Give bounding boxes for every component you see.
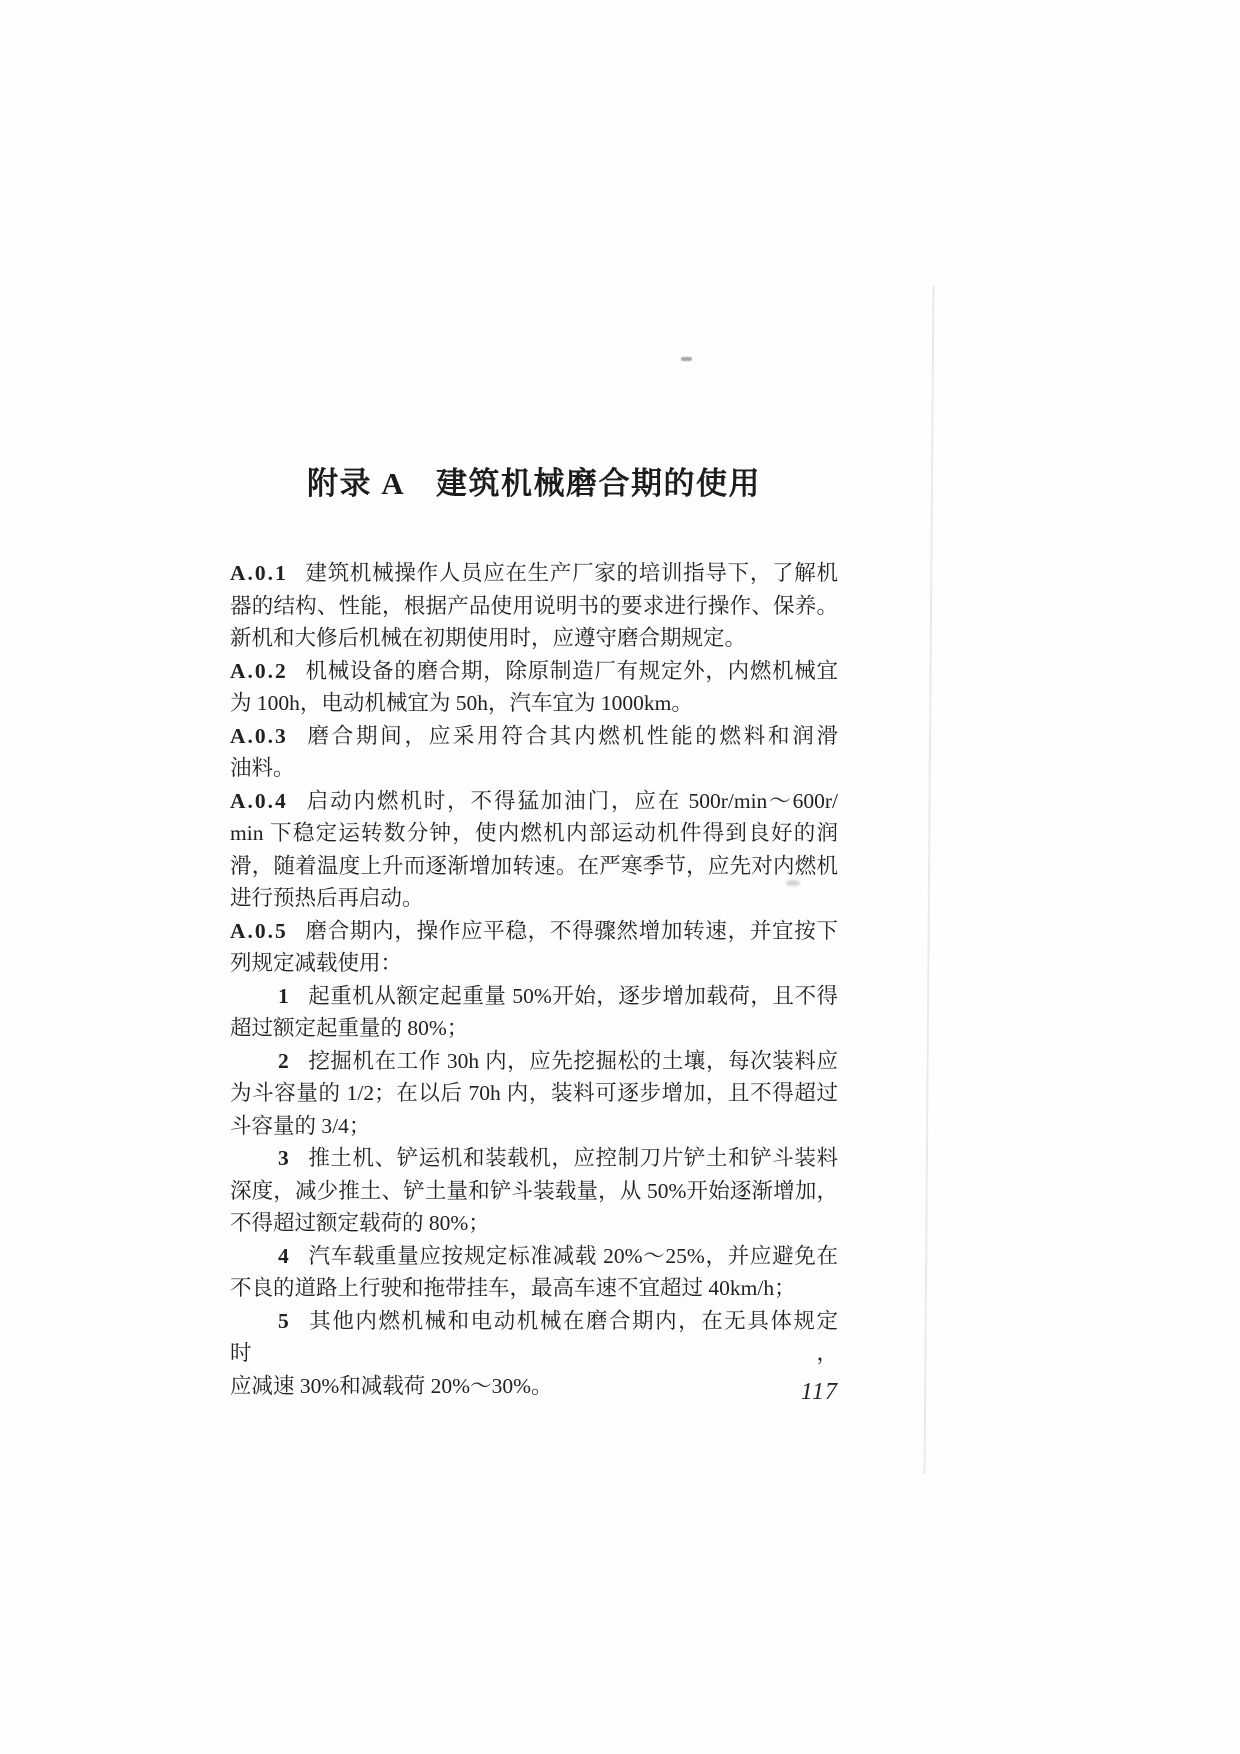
clause-line	[230, 1240, 838, 1273]
line-text: 挖掘机在工作 30h 内，应先挖掘松的土壤，每次装料应	[307, 1048, 838, 1073]
clause-number: A.0.3	[230, 723, 288, 748]
line-text: 滑，随着温度上升而逐渐增加转速。在严寒季节，应先对内燃机	[230, 853, 838, 878]
line-text: 斗容量的 3/4；	[230, 1113, 371, 1138]
clause-line	[230, 915, 838, 948]
clause-line	[230, 1045, 838, 1078]
text-line	[230, 1207, 838, 1240]
clause-number: 4	[278, 1243, 291, 1268]
clause-number: 1	[278, 983, 291, 1008]
clause-number: 3	[278, 1146, 291, 1170]
scan-fold-line	[924, 286, 935, 1474]
text-line	[230, 622, 838, 655]
line-text: min 下稳定运转数分钟，使内燃机内部运动机件得到良好的润	[230, 821, 838, 845]
clause-line	[230, 557, 838, 590]
text-line	[230, 1175, 838, 1208]
text-line	[230, 1110, 838, 1143]
text-line	[230, 1077, 838, 1110]
line-text: 超过额定起重量的 80%；	[230, 1016, 469, 1040]
clause-number: 2	[278, 1048, 291, 1073]
clause-line	[230, 1142, 838, 1175]
clause-line	[230, 980, 838, 1013]
text-line	[230, 850, 838, 883]
text-line	[230, 687, 838, 720]
scan-speck	[681, 357, 692, 361]
line-text: 列规定减载使用：	[230, 951, 403, 975]
scan-speck	[786, 880, 800, 886]
line-text: 机械设备的磨合期，除原制造厂有规定外，内燃机械宜	[304, 658, 838, 683]
clause-number: A.0.5	[230, 918, 288, 943]
text-line	[230, 590, 838, 623]
text-line	[230, 1012, 838, 1045]
line-text: 新机和大修后机械在初期使用时，应遵守磨合期规定。	[230, 626, 747, 650]
line-text: 推土机、铲运机和装载机，应控制刀片铲土和铲斗装料	[307, 1146, 838, 1170]
clause-number: 5	[278, 1308, 291, 1333]
line-text: 不得超过额定载荷的 80%；	[230, 1211, 490, 1235]
line-text: 起重机从额定起重量 50%开始，逐步增加载荷，且不得	[307, 983, 838, 1008]
clause-number: A.0.1	[230, 561, 288, 585]
line-text: 建筑机械操作人员应在生产厂家的培训指导下，了解机	[304, 561, 838, 585]
clause-line	[230, 1305, 838, 1370]
clause-line	[230, 785, 838, 818]
clause-number: A.0.2	[230, 658, 288, 683]
line-text: 启动内燃机时，不得猛加油门，应在 500r/min～600r/	[304, 788, 838, 813]
page-number: 117	[800, 1379, 838, 1405]
line-text: 磨合期内，操作应平稳，不得骤然增加转速，并宜按下	[304, 918, 838, 943]
page-title: 附录 A 建筑机械磨合期的使用	[307, 466, 761, 501]
line-text: 应减速 30%和减载荷 20%～30%。	[230, 1373, 553, 1398]
line-text: 磨合期间，应采用符合其内燃机性能的燃料和润滑	[304, 723, 838, 748]
text-line	[230, 817, 838, 850]
text-line	[230, 752, 838, 785]
clause-line	[230, 720, 838, 753]
line-text: 不良的道路上行驶和拖带挂车，最高车速不宜超过 40km/h；	[230, 1276, 796, 1300]
text-line	[230, 947, 838, 980]
line-text: 为斗容量的 1/2；在以后 70h 内，装料可逐步增加，且不得超过	[230, 1081, 838, 1105]
line-text: 汽车载重量应按规定标准减载 20%～25%，并应避免在	[307, 1243, 838, 1268]
line-text: 其他内燃机械和电动机械在磨合期内，在无具体规定时，	[230, 1308, 838, 1365]
line-text: 为 100h，电动机械宜为 50h，汽车宜为 1000km。	[230, 691, 693, 715]
body-text	[230, 557, 838, 1402]
text-line	[230, 882, 838, 915]
line-text: 器的结构、性能，根据产品使用说明书的要求进行操作、保养。	[230, 593, 838, 618]
text-line	[230, 1272, 838, 1305]
clause-line	[230, 655, 838, 688]
line-text: 油料。	[230, 756, 295, 780]
line-text: 进行预热后再启动。	[230, 886, 424, 910]
clause-number: A.0.4	[230, 788, 288, 813]
line-text: 深度，减少推土、铲土量和铲斗装载量，从 50%开始逐渐增加，	[230, 1178, 838, 1203]
